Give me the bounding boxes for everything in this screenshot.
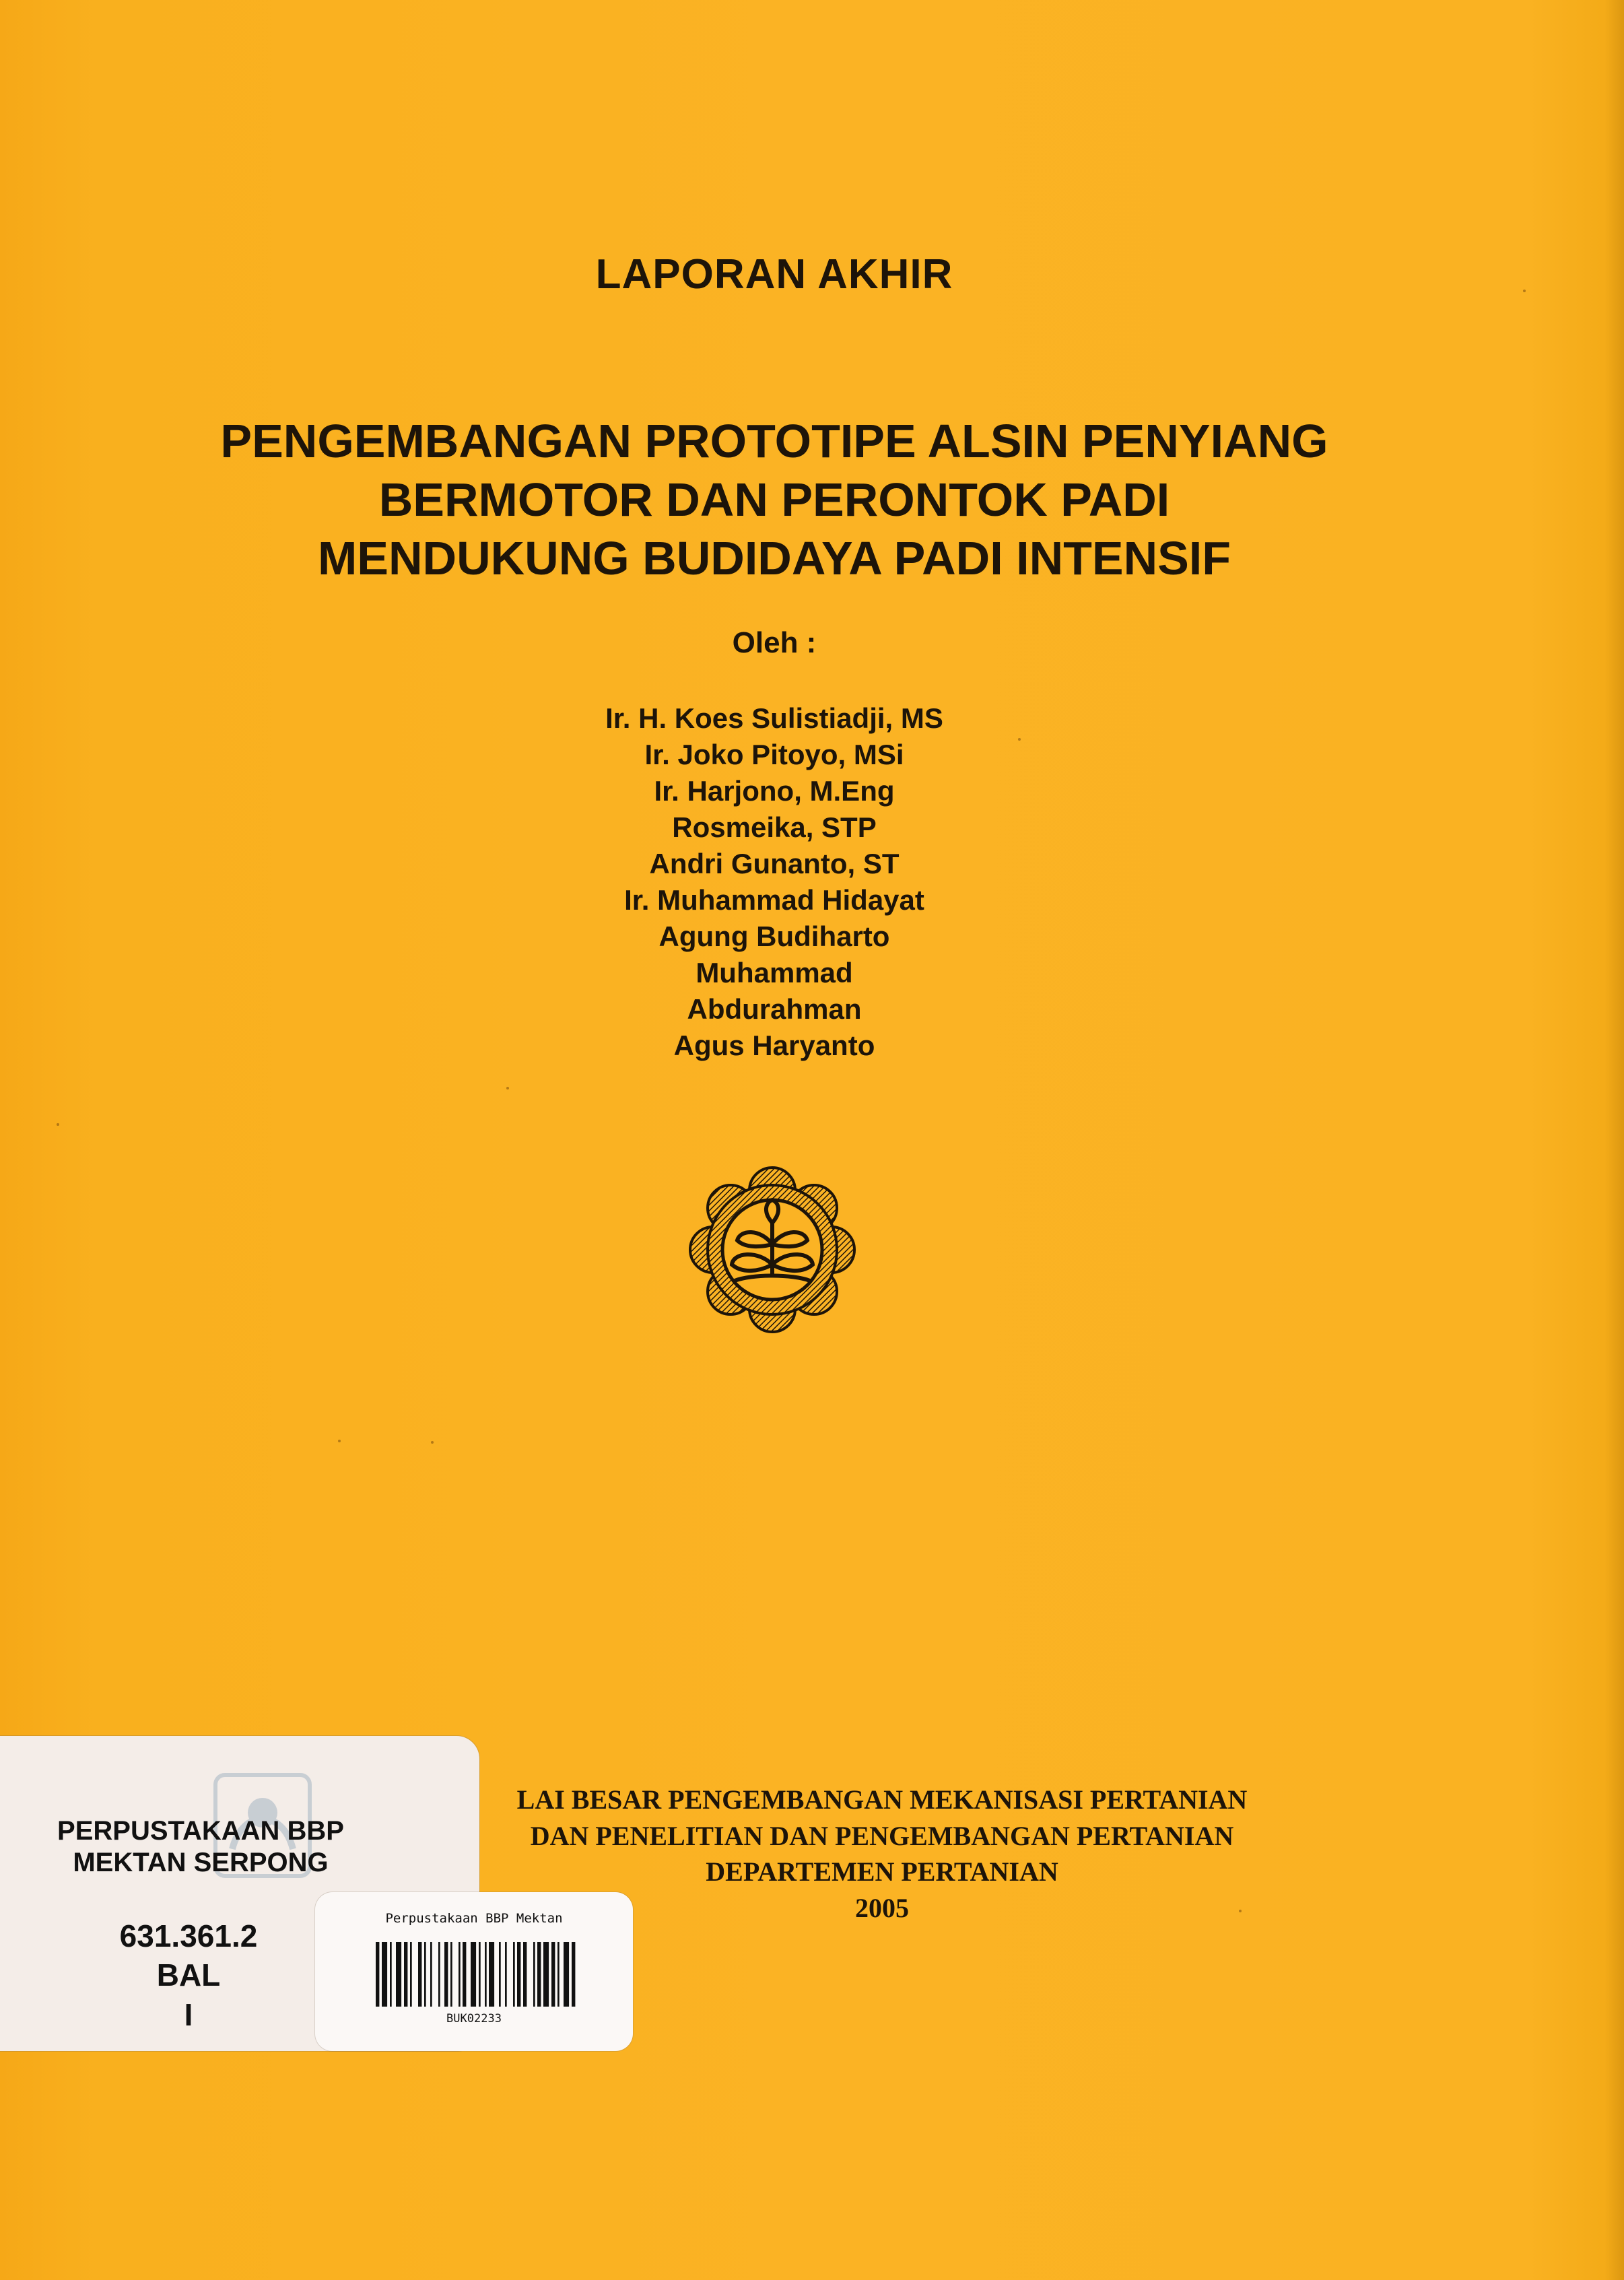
paper-speck [57,1123,59,1126]
author-name: Abdurahman [687,993,862,1025]
paper-speck [1018,738,1021,741]
author-name: Ir. H. Koes Sulistiadji, MS [605,702,943,734]
cover-right-edge-shadow [1605,0,1624,2280]
title-line: MENDUKUNG BUDIDAYA PADI INTENSIF [317,531,1231,584]
author-name: Agung Budiharto [658,920,890,952]
paper-speck [1239,1910,1242,1912]
barcode-bar [459,1942,461,2007]
barcode-bar [418,1942,421,2007]
barcode-bar [505,1942,507,2007]
barcode-bar [382,1942,387,2007]
paper-speck [1523,290,1526,292]
barcode-bar [471,1942,476,2007]
barcode-bar [564,1942,569,2007]
barcode-bar [537,1942,541,2007]
publication-year: 2005 [855,1892,909,1923]
barcode-bar [430,1942,432,2007]
author-name: Rosmeika, STP [672,811,877,843]
barcode-bar [424,1942,426,2007]
author-name: Ir. Muhammad Hidayat [624,883,924,916]
barcode-icon [376,1942,578,2007]
library-name-line: PERPUSTAKAAN BBP [57,1816,344,1846]
call-number-line: BAL [156,1957,221,1993]
barcode-bar [485,1942,487,2007]
author-name: Ir. Joko Pitoyo, MSi [644,738,904,770]
library-name [12,1815,389,1879]
institution-line: LAI BESAR PENGEMBANGAN MEKANISASI PERTANIAN [516,1784,1248,1815]
barcode-bar [557,1942,560,2007]
by-label: Oleh : [732,626,817,659]
barcode-bar [390,1942,392,2007]
barcode-bar [489,1942,494,2007]
institution-line: DEPARTEMEN PERTANIAN [706,1856,1058,1887]
barcode-bar [523,1942,527,2007]
barcode-bar [404,1942,407,2007]
barcode-bar [444,1942,448,2007]
barcode-bar [438,1942,440,2007]
barcode-bar [499,1942,501,2007]
title-line: PENGEMBANGAN PROTOTIPE ALSIN PENYIANG [220,415,1328,467]
ministry-of-agriculture-emblem-icon [687,1165,857,1335]
barcode-bar [410,1942,412,2007]
barcode-bar [551,1942,555,2007]
author-list [0,700,1549,1064]
title-line: BERMOTOR DAN PERONTOK PADI [378,473,1170,526]
barcode-number: BUK02233 [446,2012,502,2025]
author-name: Agus Haryanto [673,1029,875,1061]
barcode-bar [533,1942,535,2007]
report-type: LAPORAN AKHIR [595,251,953,298]
institution-line: DAN PENELITIAN DAN PENGEMBANGAN PERTANIAN [530,1820,1234,1851]
author-name: Ir. Harjono, M.Eng [654,774,895,807]
barcode-bar [376,1942,379,2007]
barcode-bar [479,1942,481,2007]
barcode-bar [396,1942,401,2007]
paper-speck [338,1440,341,1442]
call-number-line: I [184,1997,193,2032]
paper-speck [431,1441,434,1444]
barcode-bar [543,1942,549,2007]
call-number [74,1916,303,2034]
barcode-bar [463,1942,466,2007]
call-number-line: 631.361.2 [119,1918,258,1953]
author-name: Andri Gunanto, ST [649,847,900,879]
barcode-bar [450,1942,452,2007]
author-name: Muhammad [696,956,853,988]
library-name-line: MEKTAN SERPONG [73,1848,329,1878]
barcode-label [315,1892,633,2051]
barcode-bar [572,1942,575,2007]
paper-speck [506,1087,509,1089]
barcode-owner: Perpustakaan BBP Mektan [385,1911,563,1926]
report-title [0,412,1549,587]
barcode-bar [513,1942,515,2007]
barcode-bar [517,1942,520,2007]
